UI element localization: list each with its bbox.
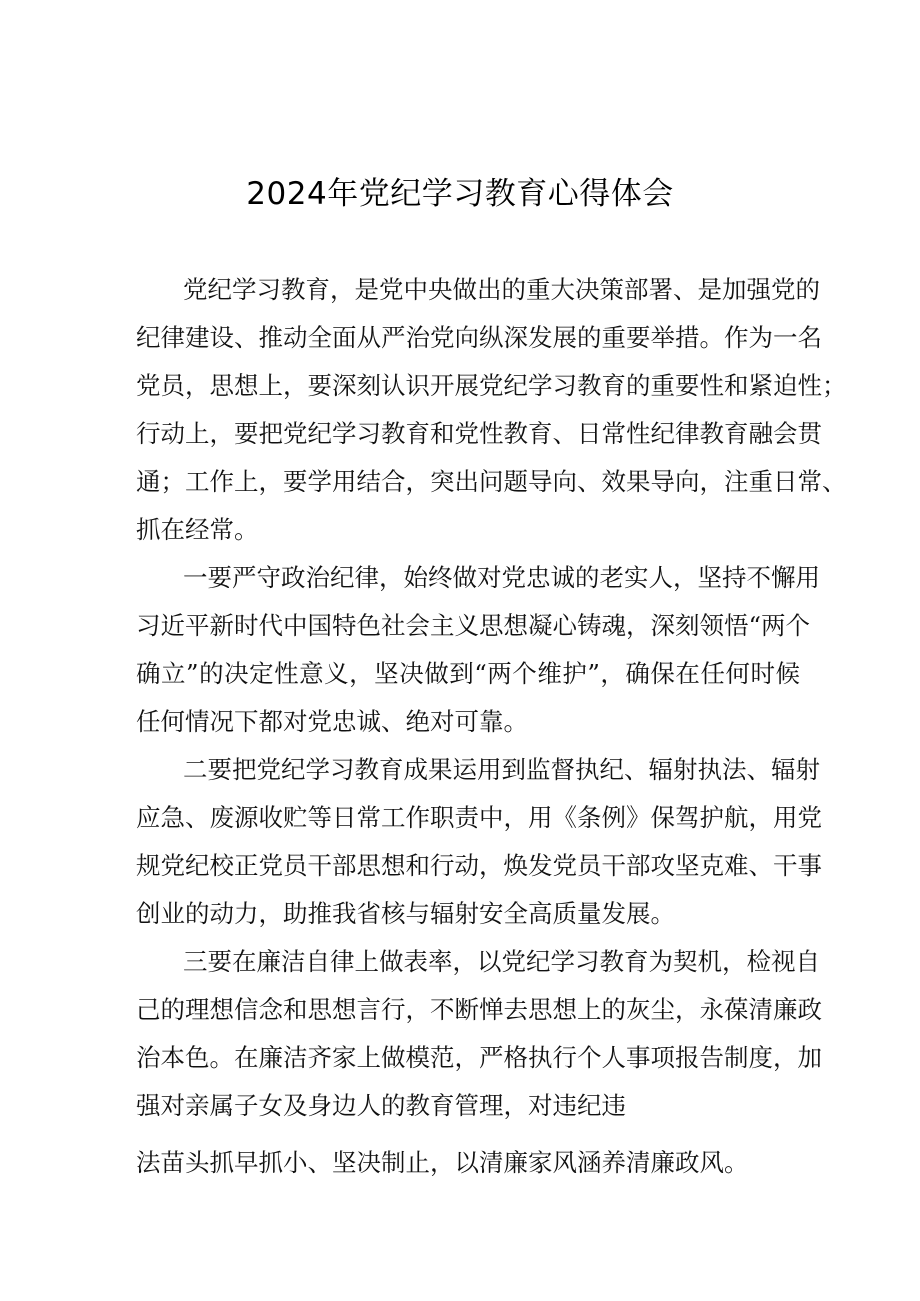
paragraph-line: 二要把党纪学习教育成果运用到监督执纪、辐射执法、辐射 bbox=[183, 755, 820, 784]
paragraph-line: 创业的动力，助推我省核与辐射安全高质量发展。 bbox=[136, 899, 675, 928]
paragraph-line: 己的理想信念和思想言行，不断惮去思想上的灰尘，永葆清廉政 bbox=[136, 995, 822, 1024]
paragraph-line: 规党纪校正党员干部思想和行动，焕发党员干部攻坚克难、干事 bbox=[136, 851, 822, 880]
paragraph-line: 纪律建设、推动全面从严治党向纵深发展的重要举措。作为一名 bbox=[136, 323, 822, 352]
paragraph-line: 确立”的决定性意义，坚决做到“两个维护”，确保在任何时候 bbox=[136, 659, 800, 688]
paragraph-line: 通；工作上，要学用结合，突出问题导向、效果导向，注重日常、 bbox=[136, 467, 847, 496]
paragraph-line: 习近平新时代中国特色社会主义思想凝心铸魂，深刻领悟“两个 bbox=[136, 611, 811, 640]
paragraph-line: 任何情况下都对党忠诚、绝对可靠。 bbox=[136, 707, 528, 736]
document-title: 2024年党纪学习教育心得体会 bbox=[246, 176, 674, 212]
paragraph-line: 强对亲属子女及身边人的教育管理，对违纪违 bbox=[136, 1091, 626, 1120]
paragraph-line: 三要在廉洁自律上做表率，以党纪学习教育为契机，检视自 bbox=[183, 947, 820, 976]
paragraph-line: 党纪学习教育，是党中央做出的重大决策部署、是加强党的 bbox=[183, 275, 820, 304]
paragraph-line: 法苗头抓早抓小、坚决制止，以清廉家风涵养清廉政风。 bbox=[136, 1148, 749, 1177]
paragraph-line: 应急、废源收贮等日常工作职责中，用《条例》保驾护航，用党 bbox=[136, 803, 822, 832]
paragraph-line: 治本色。在廉洁齐家上做模范，严格执行个人事项报告制度，加 bbox=[136, 1043, 822, 1072]
paragraph-line: 一要严守政治纪律，始终做对党忠诚的老实人，坚持不懈用 bbox=[183, 563, 820, 592]
paragraph-line: 行动上，要把党纪学习教育和党性教育、日常性纪律教育融会贯 bbox=[136, 419, 822, 448]
paragraph-line: 抓在经常。 bbox=[136, 515, 259, 544]
paragraph-line: 党员，思想上，要深刻认识开展党纪学习教育的重要性和紧迫性； bbox=[136, 371, 847, 400]
